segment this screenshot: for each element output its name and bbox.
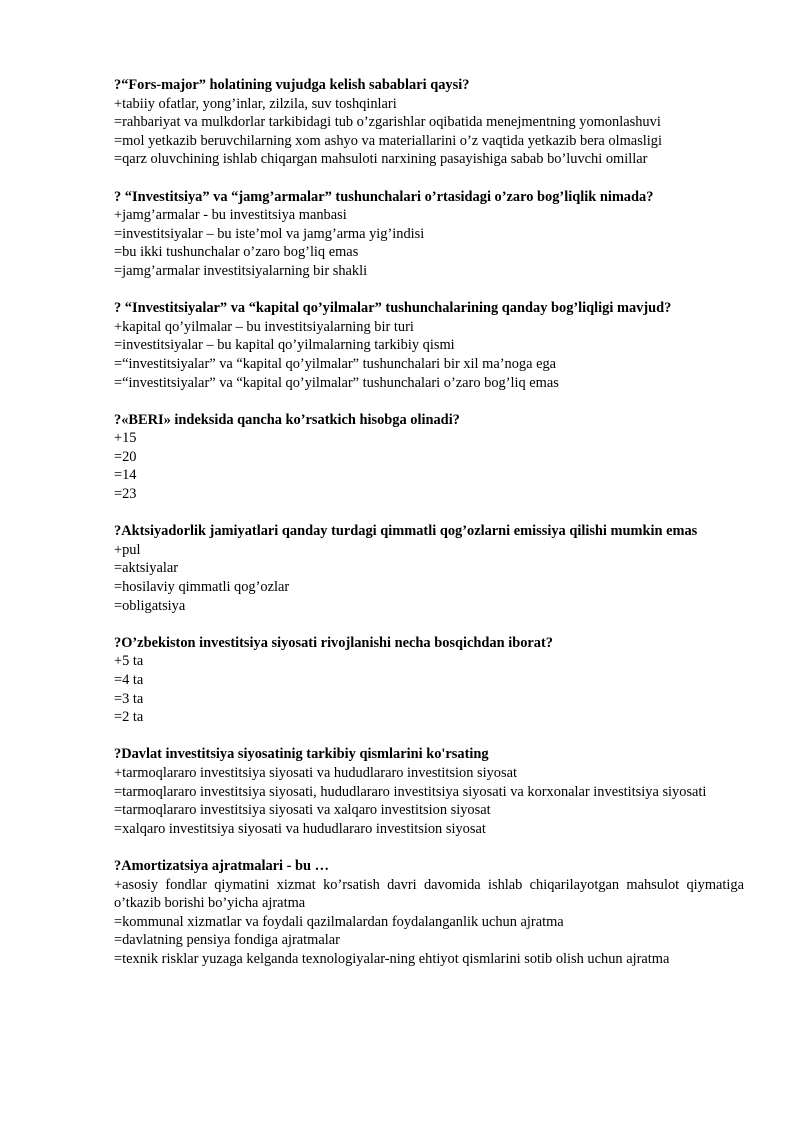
question-text: ?Aktsiyadorlik jamiyatlari qanday turdagi qimmatli qog’ozlarni emissiya qilishi mumkin emas (114, 523, 698, 540)
question-block (114, 857, 744, 969)
question-block (114, 634, 744, 727)
question-text: ? “Investitsiya” va “jamg’armalar” tushunchalari o’rtasidagi o’zaro bog’liqlik nimada? (114, 188, 654, 205)
answer-option: =rahbariyat va mulkdorlar tarkibidagi tub o’zgarishlar oqibatida menejmentning yomonlashuvi (114, 114, 661, 131)
answer-option: =2 ta (114, 709, 144, 726)
answer-option: =investitsiyalar – bu kapital qo’yilmalarning tarkibiy qismi (114, 337, 455, 354)
answer-option: =texnik risklar yuzaga kelganda texnologiyalar-ning ehtiyot qismlarini sotib olish uchun ajratma (114, 950, 670, 967)
answer-option: =hosilaviy qimmatli qog’ozlar (114, 579, 290, 596)
question-block (114, 745, 744, 838)
answer-option: =qarz oluvchining ishlab chiqargan mahsuloti narxining pasayishiga sabab bo’luvchi omillar (114, 151, 648, 168)
document-page (114, 76, 744, 987)
question-block (114, 188, 744, 281)
question-text: ?«BERI» indeksida qancha ko’rsatkich hisobga olinadi? (114, 411, 460, 428)
answer-option: =tarmoqlararo investitsiya siyosati, hududlararo investitsiya siyosati va korxonalar investitsiya siyosati (114, 783, 707, 800)
answer-option: +jamg’armalar - bu investitsiya manbasi (114, 207, 347, 224)
answer-option: =aktsiyalar (114, 560, 179, 577)
answer-option: =14 (114, 467, 137, 484)
answer-option: =obligatsiya (114, 597, 186, 614)
answer-option: +asosiy fondlar qiymatini xizmat ko’rsatish davri davomida ishlab chiqarilayotgan mahsulot qiymatiga o’tkazib borishi bo’yicha ajratma (114, 876, 744, 912)
question-block (114, 411, 744, 504)
answer-option: =xalqaro investitsiya siyosati va hududlararo investitsion siyosat (114, 820, 486, 837)
question-text: ?Davlat investitsiya siyosatinig tarkibiy qismlarini ko'rsating (114, 746, 489, 763)
question-text: ?Amortizatsiya ajratmalari - bu … (114, 857, 330, 874)
answer-option: +tarmoqlararo investitsiya siyosati va hududlararo investitsion siyosat (114, 764, 517, 781)
question-block (114, 76, 744, 169)
answer-option: +pul (114, 541, 141, 558)
question-block (114, 522, 744, 615)
answer-option: =bu ikki tushunchalar o’zaro bog’liq emas (114, 244, 359, 261)
answer-option: =kommunal xizmatlar va foydali qazilmalardan foydalanganlik uchun ajratma (114, 913, 564, 930)
answer-option: =20 (114, 448, 137, 465)
answer-option: =“investitsiyalar” va “kapital qo’yilmalar” tushunchalari bir xil ma’noga ega (114, 355, 557, 372)
answer-option: =23 (114, 486, 137, 503)
question-text: ? “Investitsiyalar” va “kapital qo’yilmalar” tushunchalarining qanday bog’liqligi mavjud? (114, 300, 672, 317)
answer-option: =tarmoqlararo investitsiya siyosati va xalqaro investitsion siyosat (114, 802, 491, 819)
answer-option: =“investitsiyalar” va “kapital qo’yilmalar” tushunchalari o’zaro bog’liq emas (114, 374, 559, 391)
answer-option: =davlatning pensiya fondiga ajratmalar (114, 932, 340, 949)
answer-option: +kapital qo’yilmalar – bu investitsiyalarning bir turi (114, 318, 414, 335)
question-text: ?“Fors-major” holatining vujudga kelish sabablari qaysi? (114, 77, 470, 93)
answer-option: =mol yetkazib beruvchilarning xom ashyo va materiallarini o’z vaqtida yetkazib bera olmasligi (114, 132, 662, 149)
question-block (114, 299, 744, 392)
answer-option: =investitsiyalar – bu iste’mol va jamg’arma yig’indisi (114, 225, 425, 242)
answer-option: =jamg’armalar investitsiyalarning bir shakli (114, 262, 368, 279)
question-text: ?O’zbekiston investitsiya siyosati rivojlanishi necha bosqichdan iborat? (114, 634, 553, 651)
answer-option: =4 ta (114, 672, 144, 688)
answer-option: +tabiiy ofatlar, yong’inlar, zilzila, suv toshqinlari (114, 95, 397, 112)
answer-option: =3 ta (114, 690, 144, 707)
answer-option: +15 (114, 430, 137, 447)
answer-option: +5 ta (114, 653, 144, 670)
